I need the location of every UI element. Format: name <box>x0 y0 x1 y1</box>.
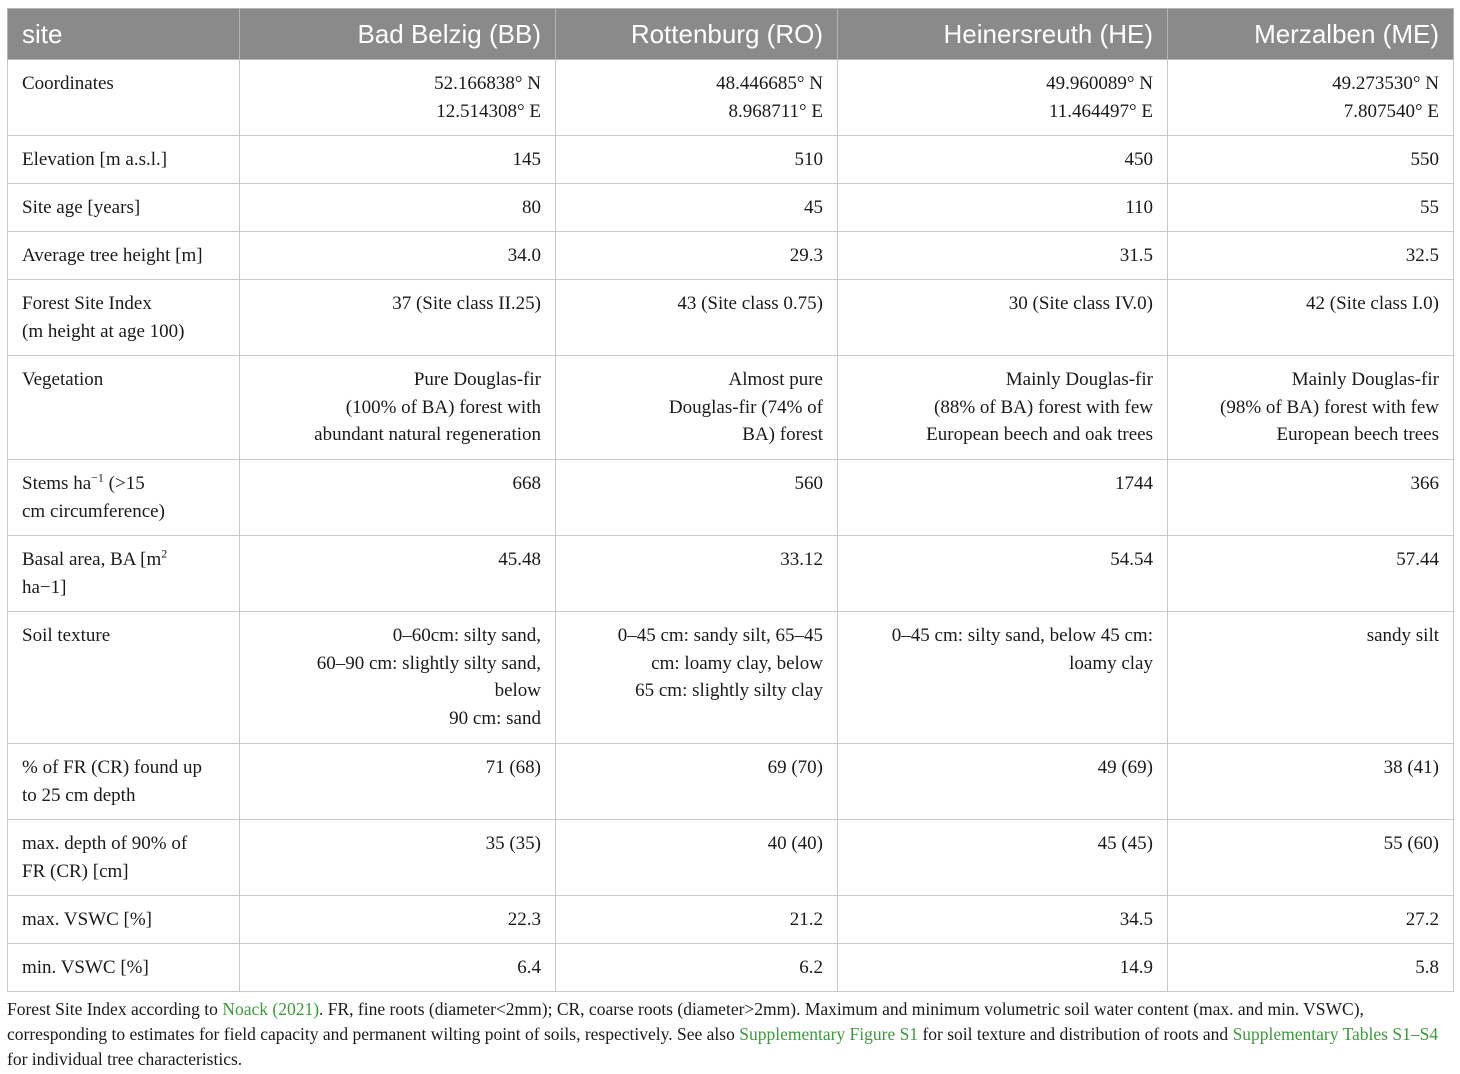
table-cell: 6.4 <box>240 944 556 992</box>
row-label: Soil texture <box>8 612 240 744</box>
table-cell: 31.5 <box>838 232 1168 280</box>
table-cell: 45 (45) <box>838 820 1168 896</box>
table-row-max-vswc <box>8 896 1454 944</box>
table-cell: Almost pure Douglas-fir (74% of BA) forest <box>556 356 838 460</box>
table-cell: 5.8 <box>1168 944 1454 992</box>
row-label: Site age [years] <box>8 184 240 232</box>
table-cell: 69 (70) <box>556 744 838 820</box>
table-row-min-vswc <box>8 944 1454 992</box>
table-row-soil-texture <box>8 612 1454 744</box>
table-cell: sandy silt <box>1168 612 1454 744</box>
row-label: Elevation [m a.s.l.] <box>8 136 240 184</box>
table-row-forest-site-index <box>8 280 1454 356</box>
table-cell: 30 (Site class IV.0) <box>838 280 1168 356</box>
supplementary-figure-link[interactable]: Supplementary Figure S1 <box>739 1024 919 1044</box>
table-row-stems <box>8 460 1454 536</box>
table-cell: 29.3 <box>556 232 838 280</box>
header-site: site <box>8 9 240 60</box>
table-cell: 45.48 <box>240 536 556 612</box>
table-cell: 1744 <box>838 460 1168 536</box>
table-row-max-depth <box>8 820 1454 896</box>
table-cell: 52.166838° N 12.514308° E <box>240 60 556 136</box>
table-row-site-age <box>8 184 1454 232</box>
table-cell: 0–45 cm: sandy silt, 65–45 cm: loamy clay, below 65 cm: slightly silty clay <box>556 612 838 744</box>
table-container <box>7 8 1453 992</box>
table-cell: 55 (60) <box>1168 820 1454 896</box>
table-cell: 37 (Site class II.25) <box>240 280 556 356</box>
site-characteristics-table <box>7 8 1454 992</box>
table-cell: 14.9 <box>838 944 1168 992</box>
table-row-coordinates <box>8 60 1454 136</box>
row-label: Coordinates <box>8 60 240 136</box>
table-cell: 49 (69) <box>838 744 1168 820</box>
table-cell: 32.5 <box>1168 232 1454 280</box>
table-cell: 510 <box>556 136 838 184</box>
table-cell: 35 (35) <box>240 820 556 896</box>
table-cell: 21.2 <box>556 896 838 944</box>
table-cell: 49.960089° N 11.464497° E <box>838 60 1168 136</box>
table-cell: 145 <box>240 136 556 184</box>
table-cell: Mainly Douglas-fir (88% of BA) forest with few European beech and oak trees <box>838 356 1168 460</box>
row-label: Stems $ha^{-1}$ (>15 cm circumference) <box>8 460 240 536</box>
reference-link-noack[interactable]: Noack (2021) <box>222 999 320 1019</box>
table-cell: 27.2 <box>1168 896 1454 944</box>
table-row-elevation <box>8 136 1454 184</box>
row-label: Vegetation <box>8 356 240 460</box>
table-cell: 71 (68) <box>240 744 556 820</box>
table-cell: 80 <box>240 184 556 232</box>
table-cell: Pure Douglas-fir (100% of BA) forest with abundant natural regeneration <box>240 356 556 460</box>
row-label: max. depth of 90% of FR (CR) [cm] <box>8 820 240 896</box>
table-cell: 560 <box>556 460 838 536</box>
table-cell: 366 <box>1168 460 1454 536</box>
table-row-tree-height <box>8 232 1454 280</box>
table-cell: 38 (41) <box>1168 744 1454 820</box>
table-cell: 33.12 <box>556 536 838 612</box>
table-cell: 0–60cm: silty sand, 60–90 cm: slightly silty sand, below 90 cm: sand <box>240 612 556 744</box>
table-cell: 668 <box>240 460 556 536</box>
table-cell: 6.2 <box>556 944 838 992</box>
table-cell: 22.3 <box>240 896 556 944</box>
table-cell: 49.273530° N 7.807540° E <box>1168 60 1454 136</box>
table-row-basal-area <box>8 536 1454 612</box>
supplementary-tables-link[interactable]: Supplementary Tables S1–S4 <box>1232 1024 1439 1044</box>
table-row-vegetation <box>8 356 1454 460</box>
table-cell: 54.54 <box>838 536 1168 612</box>
table-row-fr-25cm <box>8 744 1454 820</box>
table-cell: 40 (40) <box>556 820 838 896</box>
table-cell: 45 <box>556 184 838 232</box>
table-cell: 34.0 <box>240 232 556 280</box>
row-label: Forest Site Index (m height at age 100) <box>8 280 240 356</box>
table-cell: 110 <box>838 184 1168 232</box>
table-cell: 0–45 cm: silty sand, below 45 cm: loamy clay <box>838 612 1168 744</box>
table-cell: Mainly Douglas-fir (98% of BA) forest with few European beech trees <box>1168 356 1454 460</box>
row-label: max. VSWC [%] <box>8 896 240 944</box>
table-footnote: Forest Site Index according to Noack (2021). FR, fine roots (diameter<2mm); CR, coarse roots (diameter>2mm). Maximum and minimum volumetric soil water content (max. and min. VSWC), corresponding to estimates for field capacity and permanent wilting point of soils, respectively. See also Supplementary Figure S1 for soil texture and distribution of roots and Supplementary Tables S1–S4 for individual tree characteristics. <box>7 999 1439 1069</box>
table-cell: 48.446685° N 8.968711° E <box>556 60 838 136</box>
row-label: min. VSWC [%] <box>8 944 240 992</box>
header-rottenburg: Rottenburg (RO) <box>556 9 838 60</box>
table-cell: 34.5 <box>838 896 1168 944</box>
table-cell: 42 (Site class I.0) <box>1168 280 1454 356</box>
table-cell: 57.44 <box>1168 536 1454 612</box>
row-label: Average tree height [m] <box>8 232 240 280</box>
table-cell: 43 (Site class 0.75) <box>556 280 838 356</box>
row-label: % of FR (CR) found up to 25 cm depth <box>8 744 240 820</box>
header-merzalben: Merzalben (ME) <box>1168 9 1454 60</box>
table-cell: 55 <box>1168 184 1454 232</box>
table-header-row <box>8 9 1454 60</box>
row-label: Basal area, BA [$m^2$ ha−1] <box>8 536 240 612</box>
table-cell: 450 <box>838 136 1168 184</box>
header-heinersreuth: Heinersreuth (HE) <box>838 9 1168 60</box>
table-cell: 550 <box>1168 136 1454 184</box>
header-bad-belzig: Bad Belzig (BB) <box>240 9 556 60</box>
